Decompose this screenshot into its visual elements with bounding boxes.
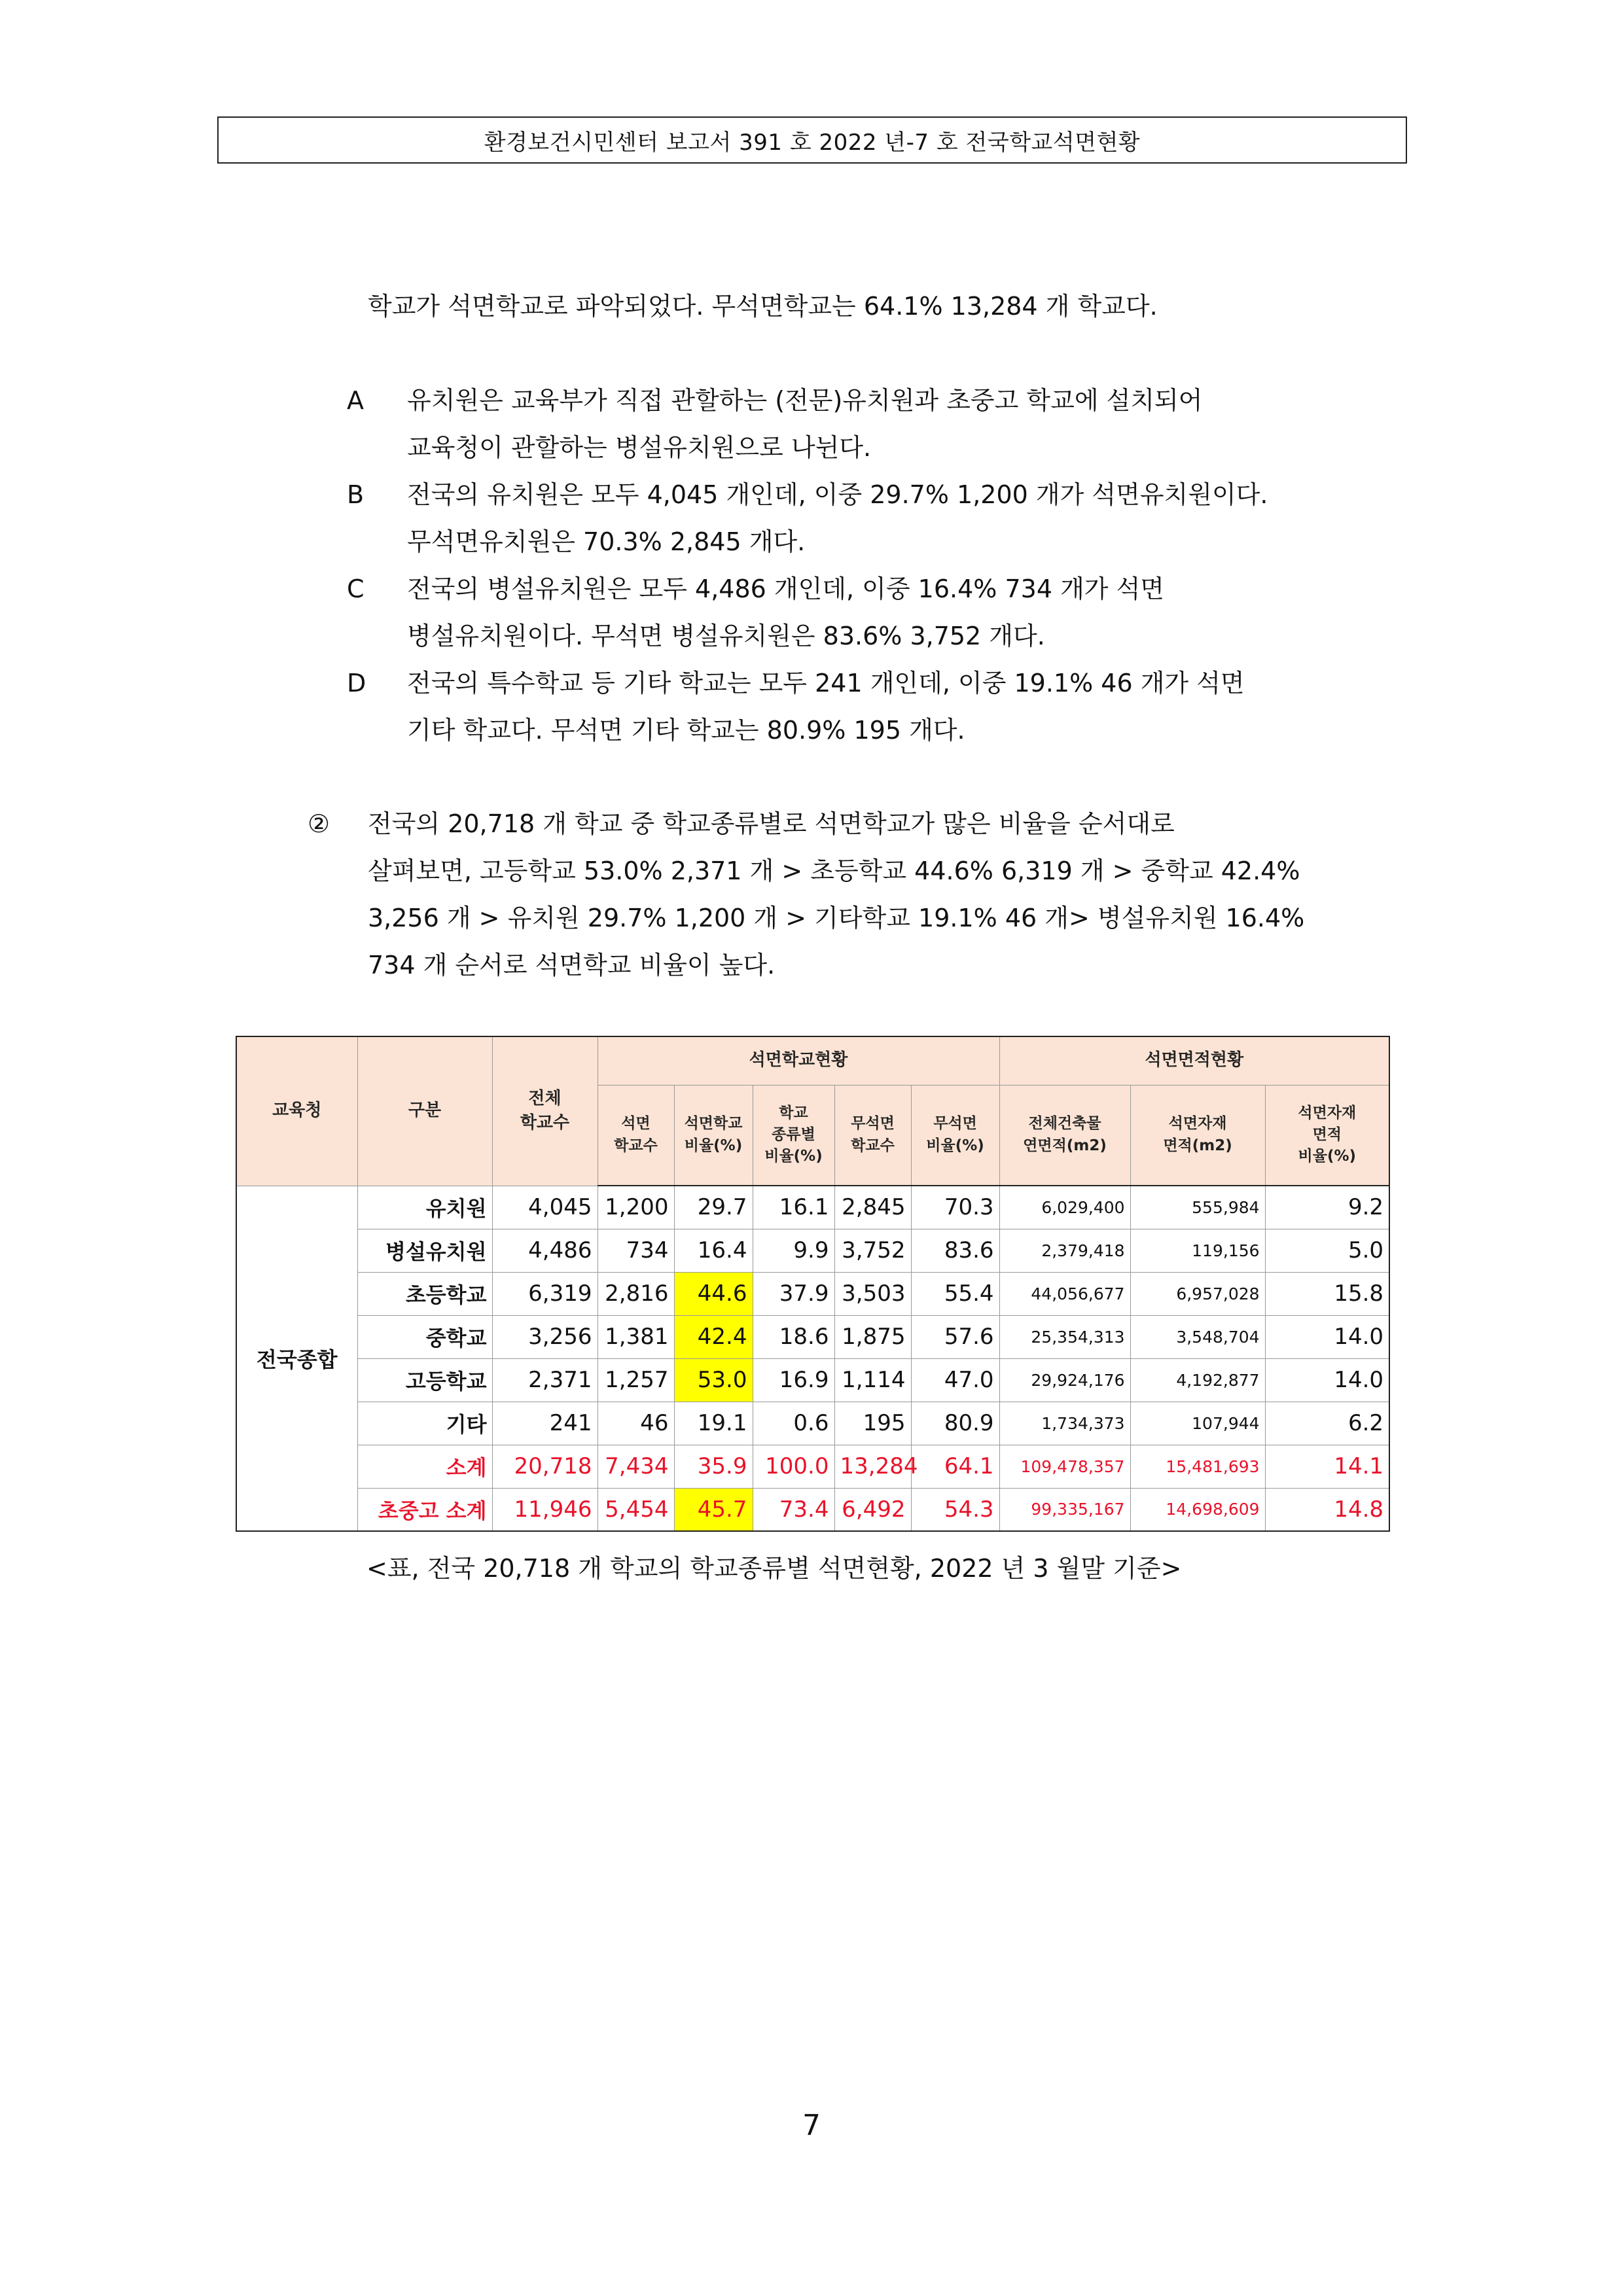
header-non-asbestos-count [834, 1085, 911, 1186]
list-text: 교육청이 관할하는 병설유치원으로 나뉜다. [407, 433, 872, 462]
list-item-c [347, 565, 1433, 660]
page-number: 7 [802, 2109, 821, 2142]
list-item-d [347, 660, 1433, 754]
header-line: 학교수 [851, 1137, 895, 1154]
header-office: 교육청 [236, 1036, 357, 1186]
circled-number-marker: ② [308, 809, 330, 838]
table-cell: 241 [492, 1402, 597, 1445]
table-cell: 13,284 [834, 1445, 911, 1488]
list-text: 병설유치원이다. 무석면 병설유치원은 83.6% 3,752 개다. [407, 622, 1045, 650]
table-cell: 70.3 [911, 1186, 999, 1229]
row-label: 유치원 [357, 1186, 492, 1229]
table-cell: 4,486 [492, 1229, 597, 1272]
office-cell: 전국종합 [236, 1186, 357, 1531]
table-cell: 46 [597, 1402, 674, 1445]
table-cell: 19.1 [674, 1402, 753, 1445]
list-text: 전국의 특수학교 등 기타 학교는 모두 241 개인데, 이중 19.1% 46 개가 석면 [407, 669, 1245, 698]
list-marker: C [347, 574, 365, 603]
table-cell: 16.9 [753, 1358, 834, 1402]
header-line: 전체 [528, 1088, 562, 1108]
paragraph-line: 3,256 개 > 유치원 29.7% 1,200 개 > 기타학교 19.1% 46 개> 병설유치원 16.4% [368, 904, 1305, 932]
header-line: 석면자재 [1298, 1104, 1357, 1122]
table-cell: 42.4 [674, 1315, 753, 1358]
table-cell: 14,698,609 [1130, 1488, 1265, 1531]
header-asbestos-school-status: 석면학교현황 [597, 1036, 999, 1085]
table-cell: 1,114 [834, 1358, 911, 1402]
list-text: 기타 학교다. 무석면 기타 학교는 80.9% 195 개다. [407, 716, 965, 745]
header-line: 연면적(m2) [1023, 1137, 1107, 1154]
report-header: 환경보건시민센터 보고서 391 호 2022 년-7 호 전국학교석면현황 [217, 116, 1407, 164]
row-label: 중학교 [357, 1315, 492, 1358]
table-cell: 25,354,313 [999, 1315, 1130, 1358]
header-line: 석면자재 [1168, 1115, 1227, 1133]
list-text: 전국의 유치원은 모두 4,045 개인데, 이중 29.7% 1,200 개가 석면유치원이다. [407, 480, 1268, 509]
asbestos-status-table-wrapper [236, 1036, 1389, 1532]
table-row [236, 1358, 1389, 1402]
header-line: 학교 [779, 1104, 808, 1122]
table-row [236, 1402, 1389, 1445]
table-cell: 2,371 [492, 1358, 597, 1402]
list-item-a [347, 377, 1433, 471]
table-cell: 3,503 [834, 1272, 911, 1315]
table-row [236, 1315, 1389, 1358]
row-label: 고등학교 [357, 1358, 492, 1402]
table-cell: 6,319 [492, 1272, 597, 1315]
table-cell: 1,257 [597, 1358, 674, 1402]
table-cell: 99,335,167 [999, 1488, 1130, 1531]
list-marker: D [347, 669, 366, 698]
table-cell: 29.7 [674, 1186, 753, 1229]
table-cell: 2,816 [597, 1272, 674, 1315]
item-2-paragraph [308, 800, 1459, 989]
table-cell: 5,454 [597, 1488, 674, 1531]
table-row [236, 1445, 1389, 1488]
row-label: 소계 [357, 1445, 492, 1488]
table-cell: 9.2 [1265, 1186, 1389, 1229]
row-label: 초중고 소계 [357, 1488, 492, 1531]
table-cell: 15,481,693 [1130, 1445, 1265, 1488]
paragraph-line: 살펴보면, 고등학교 53.0% 2,371 개 > 초등학교 44.6% 6,319 개 > 중학교 42.4% [368, 857, 1300, 885]
intro-paragraph: 학교가 석면학교로 파악되었다. 무석면학교는 64.1% 13,284 개 학교다. [368, 292, 1158, 321]
table-cell: 4,192,877 [1130, 1358, 1265, 1402]
table-cell: 1,200 [597, 1186, 674, 1229]
header-line: 비율(%) [926, 1137, 984, 1154]
header-line: 무석면 [851, 1115, 895, 1133]
header-line: 비율(%) [764, 1148, 823, 1165]
table-cell: 7,434 [597, 1445, 674, 1488]
header-category: 구분 [357, 1036, 492, 1186]
table-cell: 3,548,704 [1130, 1315, 1265, 1358]
table-row [236, 1229, 1389, 1272]
table-cell: 734 [597, 1229, 674, 1272]
table-cell: 9.9 [753, 1229, 834, 1272]
list-marker: A [347, 386, 364, 415]
table-cell: 44,056,677 [999, 1272, 1130, 1315]
header-asbestos-area [1130, 1085, 1265, 1186]
header-line: 석면 [621, 1115, 651, 1133]
table-cell: 6,957,028 [1130, 1272, 1265, 1315]
table-cell: 18.6 [753, 1315, 834, 1358]
table-cell: 0.6 [753, 1402, 834, 1445]
row-label: 기타 [357, 1402, 492, 1445]
header-total-schools [492, 1036, 597, 1186]
table-cell: 6.2 [1265, 1402, 1389, 1445]
header-line: 비율(%) [1298, 1148, 1357, 1165]
header-asbestos-school-count [597, 1085, 674, 1186]
table-cell: 1,734,373 [999, 1402, 1130, 1445]
table-cell: 45.7 [674, 1488, 753, 1531]
table-cell: 20,718 [492, 1445, 597, 1488]
header-line: 석면학교 [684, 1115, 743, 1133]
table-cell: 11,946 [492, 1488, 597, 1531]
table-cell: 195 [834, 1402, 911, 1445]
header-line: 전체건축물 [1028, 1115, 1101, 1133]
table-cell: 14.1 [1265, 1445, 1389, 1488]
table-cell: 3,752 [834, 1229, 911, 1272]
table-cell: 44.6 [674, 1272, 753, 1315]
header-line: 무석면 [933, 1115, 977, 1133]
header-school-type-ratio [753, 1085, 834, 1186]
table-cell: 37.9 [753, 1272, 834, 1315]
header-line: 종류별 [772, 1126, 815, 1144]
row-label: 초등학교 [357, 1272, 492, 1315]
table-cell: 5.0 [1265, 1229, 1389, 1272]
table-cell: 14.0 [1265, 1358, 1389, 1402]
table-row [236, 1272, 1389, 1315]
row-label: 병설유치원 [357, 1229, 492, 1272]
header-line: 면적 [1312, 1126, 1342, 1144]
table-cell: 107,944 [1130, 1402, 1265, 1445]
table-cell: 80.9 [911, 1402, 999, 1445]
list-text: 유치원은 교육부가 직접 관할하는 (전문)유치원과 초중고 학교에 설치되어 [407, 386, 1203, 415]
table-cell: 109,478,357 [999, 1445, 1130, 1488]
table-row [236, 1186, 1389, 1229]
paragraph-line: 전국의 20,718 개 학교 중 학교종류별로 석면학교가 많은 비율을 순서대로 [368, 809, 1175, 838]
table-cell: 2,379,418 [999, 1229, 1130, 1272]
table-cell: 1,381 [597, 1315, 674, 1358]
table-row [236, 1488, 1389, 1531]
table-cell: 73.4 [753, 1488, 834, 1531]
table-cell: 53.0 [674, 1358, 753, 1402]
list-item-b [347, 471, 1433, 565]
header-asbestos-area-ratio [1265, 1085, 1389, 1186]
list-text: 무석면유치원은 70.3% 2,845 개다. [407, 527, 806, 556]
table-cell: 57.6 [911, 1315, 999, 1358]
header-asbestos-school-ratio [674, 1085, 753, 1186]
header-non-asbestos-ratio [911, 1085, 999, 1186]
table-cell: 16.1 [753, 1186, 834, 1229]
table-cell: 100.0 [753, 1445, 834, 1488]
table-body [236, 1186, 1389, 1531]
table-cell: 54.3 [911, 1488, 999, 1531]
table-cell: 47.0 [911, 1358, 999, 1402]
table-cell: 14.8 [1265, 1488, 1389, 1531]
header-line: 면적(m2) [1163, 1137, 1232, 1154]
header-line: 비율(%) [684, 1137, 743, 1154]
header-asbestos-area-status: 석면면적현황 [999, 1036, 1389, 1085]
table-cell: 15.8 [1265, 1272, 1389, 1315]
header-total-floor-area [999, 1085, 1130, 1186]
table-cell: 1,875 [834, 1315, 911, 1358]
table-cell: 16.4 [674, 1229, 753, 1272]
header-line: 학교수 [614, 1137, 658, 1154]
list-marker: B [347, 480, 365, 509]
table-cell: 83.6 [911, 1229, 999, 1272]
list-text: 전국의 병설유치원은 모두 4,486 개인데, 이중 16.4% 734 개가 석면 [407, 574, 1164, 603]
table-cell: 14.0 [1265, 1315, 1389, 1358]
table-cell: 4,045 [492, 1186, 597, 1229]
table-cell: 119,156 [1130, 1229, 1265, 1272]
table-cell: 35.9 [674, 1445, 753, 1488]
table-cell: 29,924,176 [999, 1358, 1130, 1402]
table-cell: 2,845 [834, 1186, 911, 1229]
table-cell: 3,256 [492, 1315, 597, 1358]
header-line: 학교수 [520, 1113, 570, 1133]
table-cell: 55.4 [911, 1272, 999, 1315]
asbestos-status-table [236, 1036, 1390, 1532]
table-caption: <표, 전국 20,718 개 학교의 학교종류별 석면현황, 2022 년 3 월말 기준> [366, 1554, 1182, 1583]
table-cell: 64.1 [911, 1445, 999, 1488]
table-cell: 6,492 [834, 1488, 911, 1531]
table-cell: 555,984 [1130, 1186, 1265, 1229]
table-cell: 6,029,400 [999, 1186, 1130, 1229]
paragraph-line: 734 개 순서로 석면학교 비율이 높다. [368, 951, 776, 980]
